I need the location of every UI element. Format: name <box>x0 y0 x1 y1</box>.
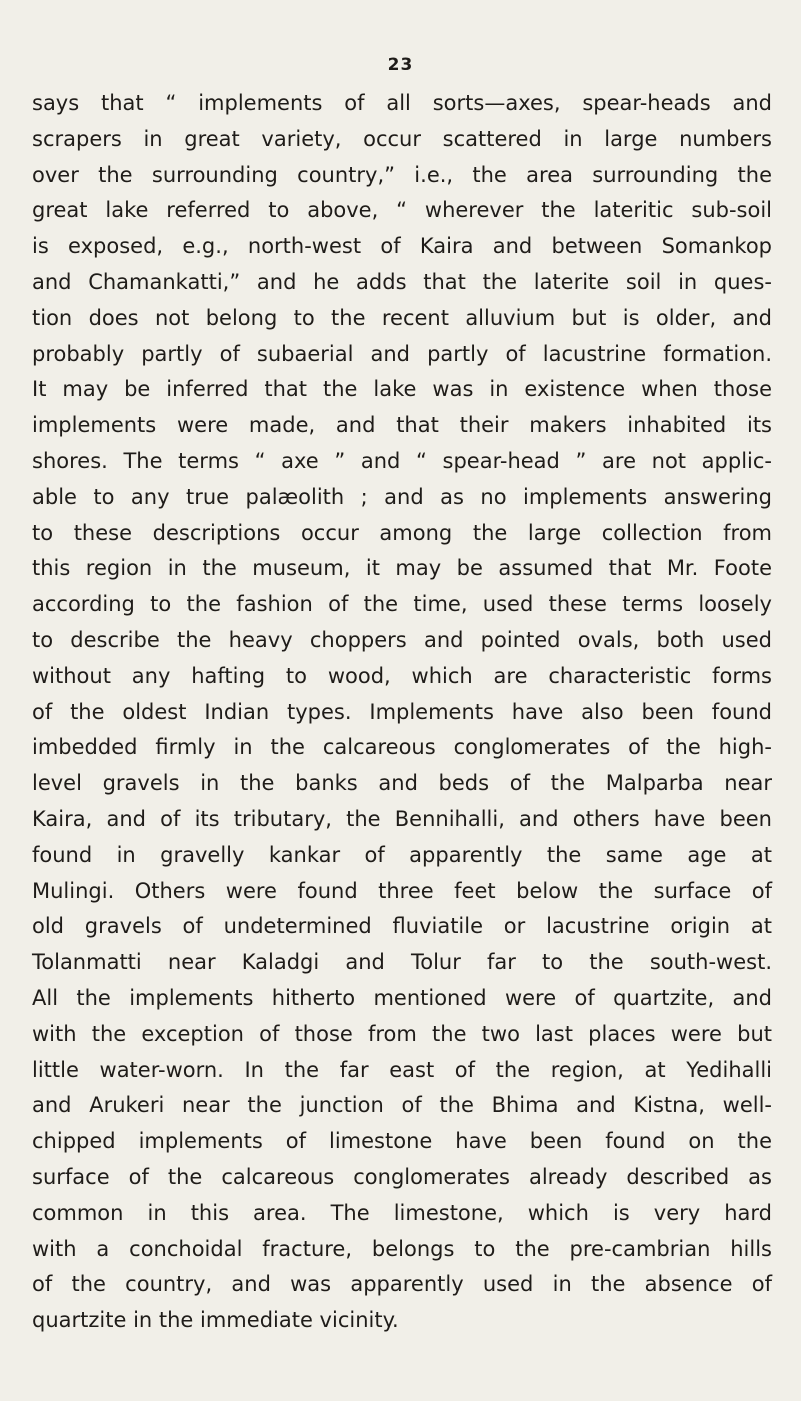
text-line: and Arukeri near the junction of the Bhima and Kistna, well- <box>32 1093 772 1118</box>
body-text <box>32 86 772 1339</box>
text-line: old gravels of undetermined fluviatile or lacustrine origin at <box>32 914 772 939</box>
text-line: little water-worn. In the far east of the region, at Yedihalli <box>32 1057 772 1082</box>
text-line: All the implements hitherto mentioned were of quartzite, and <box>32 985 772 1010</box>
text-line: to these descriptions occur among the large collection from <box>32 520 772 545</box>
text-line: chipped implements of limestone have been found on the <box>32 1129 772 1154</box>
text-line: implements were made, and that their makers inhabited its <box>32 413 772 438</box>
text-line: Kaira, and of its tributary, the Bennihalli, and others have been <box>32 806 772 831</box>
text-line: quartzite in the immediate vicinity. <box>32 1308 399 1333</box>
text-line: of the oldest Indian types. Implements have also been found <box>32 699 772 724</box>
text-line: Mulingi. Others were found three feet below the surface of <box>32 878 772 903</box>
text-line: of the country, and was apparently used in the absence of <box>32 1272 772 1297</box>
text-line: common in this area. The limestone, which is very hard <box>32 1200 772 1225</box>
text-line: surface of the calcareous conglomerates already described as <box>32 1164 772 1189</box>
text-line: to describe the heavy choppers and pointed ovals, both used <box>32 627 772 652</box>
text-line: with a conchoidal fracture, belongs to the pre-cambrian hills <box>32 1236 772 1261</box>
text-line: this region in the museum, it may be assumed that Mr. Foote <box>32 556 772 581</box>
text-line: with the exception of those from the two last places were but <box>32 1021 772 1046</box>
text-line: scrapers in great variety, occur scattered in large numbers <box>32 126 772 151</box>
text-line: according to the fashion of the time, used these terms loosely <box>32 592 772 617</box>
text-line: and Chamankatti,” and he adds that the laterite soil in ques- <box>32 269 772 294</box>
text-line: level gravels in the banks and beds of the Malparba near <box>32 771 772 796</box>
text-line: without any hafting to wood, which are characteristic forms <box>32 663 772 688</box>
text-line: found in gravelly kankar of apparently the same age at <box>32 842 772 867</box>
page-number: 23 <box>387 55 414 75</box>
text-line: says that “ implements of all sorts—axes, spear-heads and <box>32 91 772 115</box>
text-line: great lake referred to above, “ wherever the lateritic sub-soil <box>32 198 772 223</box>
text-line: is exposed, e.g., north-west of Kaira and between Somankop <box>32 234 772 259</box>
text-line: imbedded firmly in the calcareous conglomerates of the high- <box>32 735 772 760</box>
text-line: over the surrounding country,” i.e., the area surrounding the <box>32 162 772 187</box>
text-line: able to any true palæolith ; and as no implements answering <box>32 484 772 509</box>
text-line: probably partly of subaerial and partly of lacustrine formation. <box>32 341 772 366</box>
text-line: shores. The terms “ axe ” and “ spear-head ” are not applic- <box>32 448 772 473</box>
text-line: It may be inferred that the lake was in existence when those <box>32 377 772 402</box>
text-line: Tolanmatti near Kaladgi and Tolur far to the south-west. <box>32 950 772 975</box>
text-line: tion does not belong to the recent alluvium but is older, and <box>32 305 772 330</box>
